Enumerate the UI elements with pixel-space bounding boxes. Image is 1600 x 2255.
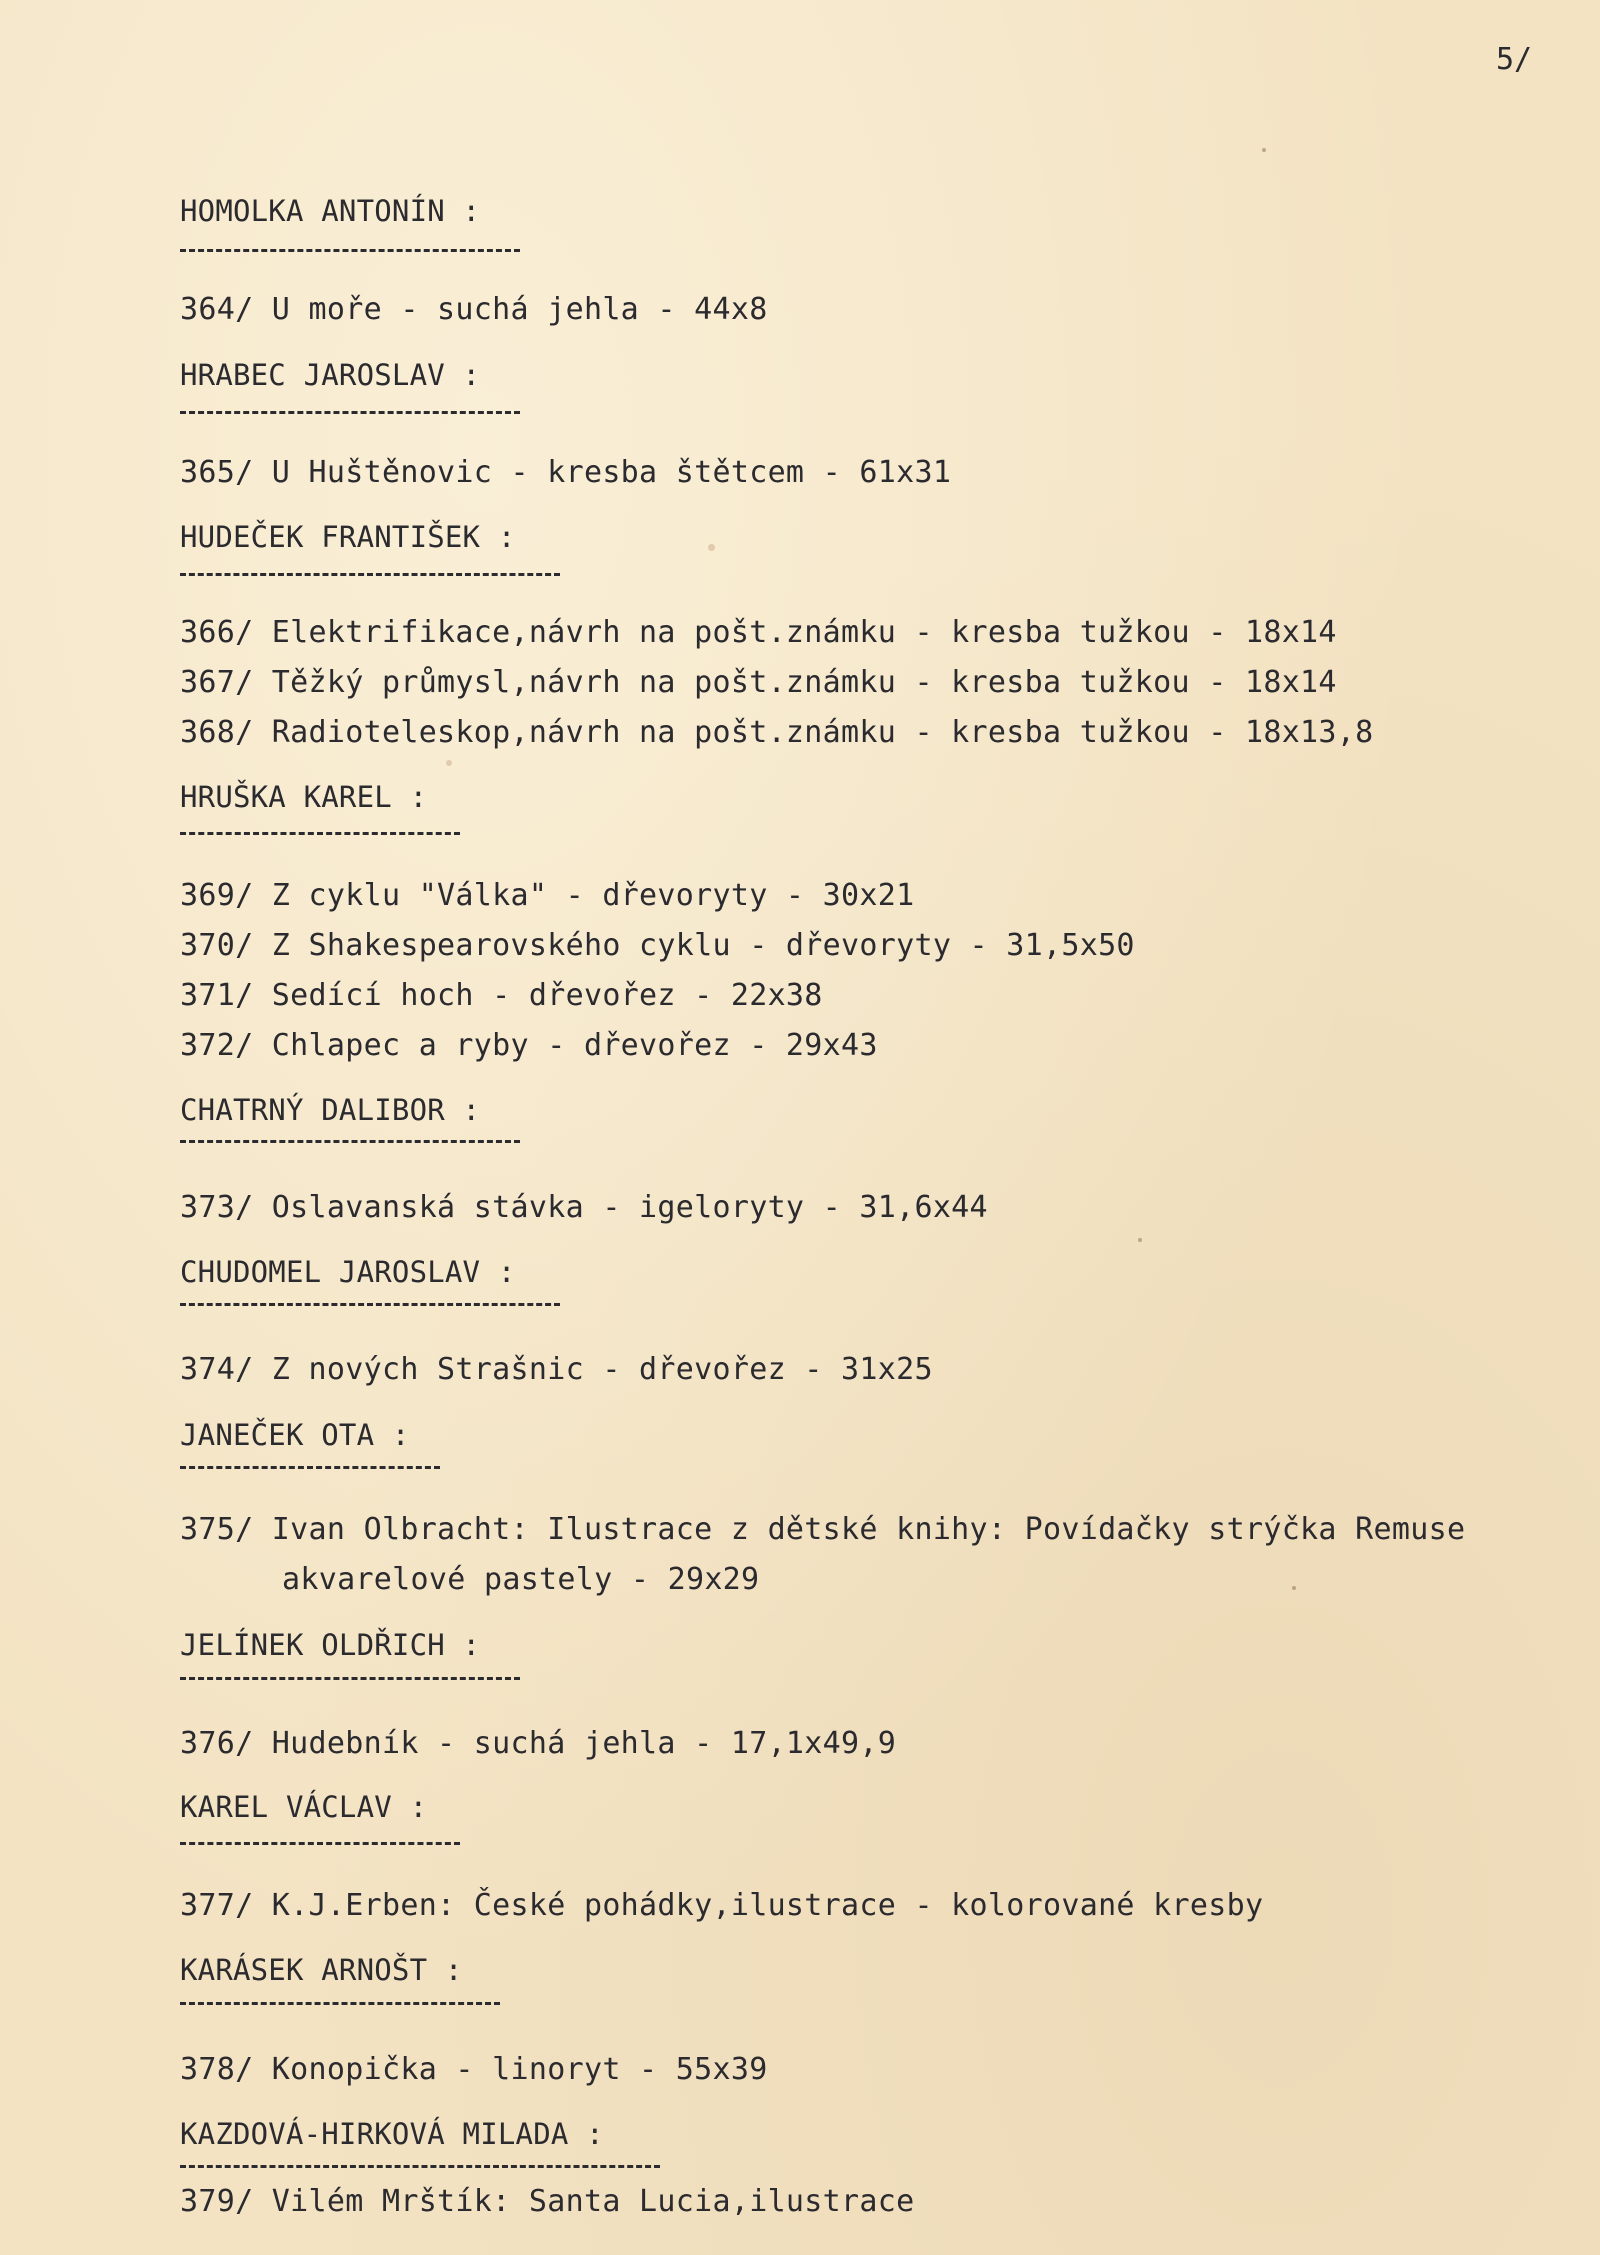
heading-underline bbox=[180, 1303, 560, 1306]
catalog-entry: 366/ Elektrifikace,návrh na pošt.známku - kresba tužkou - 18x14 bbox=[180, 615, 1337, 650]
catalog-entry: 365/ U Huštěnovic - kresba štětcem - 61x31 bbox=[180, 455, 952, 490]
catalog-entry: 374/ Z nových Strašnic - dřevořez - 31x25 bbox=[180, 1352, 933, 1387]
catalog-entry: 378/ Konopička - linoryt - 55x39 bbox=[180, 2052, 768, 2087]
heading-underline bbox=[180, 2165, 660, 2168]
page-number: 5/ bbox=[1496, 42, 1533, 77]
heading-underline bbox=[180, 1140, 520, 1143]
catalog-entry: 371/ Sedící hoch - dřevořez - 22x38 bbox=[180, 978, 823, 1013]
catalog-entry: 370/ Z Shakespearovského cyklu - dřevoryty - 31,5x50 bbox=[180, 928, 1135, 963]
catalog-entry: 376/ Hudebník - suchá jehla - 17,1x49,9 bbox=[180, 1726, 897, 1761]
heading-underline bbox=[180, 411, 520, 414]
artist-heading: CHATRNÝ DALIBOR : bbox=[180, 1093, 481, 1127]
catalog-entry: 379/ Vilém Mrštík: Santa Lucia,ilustrace bbox=[180, 2184, 915, 2219]
paper-speck bbox=[1138, 1238, 1142, 1242]
catalog-entry: 364/ U moře - suchá jehla - 44x8 bbox=[180, 292, 768, 327]
artist-heading: JANEČEK OTA : bbox=[180, 1418, 410, 1452]
catalog-entry: 373/ Oslavanská stávka - igeloryty - 31,6x44 bbox=[180, 1190, 988, 1225]
catalog-entry: 369/ Z cyklu "Válka" - dřevoryty - 30x21 bbox=[180, 878, 915, 913]
artist-heading: HOMOLKA ANTONÍN : bbox=[180, 194, 481, 228]
paper-speck bbox=[1292, 1586, 1296, 1590]
heading-underline bbox=[180, 2002, 500, 2005]
heading-underline bbox=[180, 832, 460, 835]
catalog-entry: 368/ Radioteleskop,návrh na pošt.známku - kresba tužkou - 18x13,8 bbox=[180, 715, 1374, 750]
catalog-entry: 367/ Těžký průmysl,návrh na pošt.známku - kresba tužkou - 18x14 bbox=[180, 665, 1337, 700]
artist-heading: KAREL VÁCLAV : bbox=[180, 1790, 428, 1824]
artist-heading: HUDEČEK FRANTIŠEK : bbox=[180, 520, 516, 554]
paper-speck bbox=[446, 760, 452, 766]
paper-speck bbox=[708, 544, 715, 551]
heading-underline bbox=[180, 1842, 460, 1845]
catalog-entry: 372/ Chlapec a ryby - dřevořez - 29x43 bbox=[180, 1028, 878, 1063]
artist-heading: JELÍNEK OLDŘICH : bbox=[180, 1628, 481, 1662]
heading-underline bbox=[180, 573, 560, 576]
artist-heading: KARÁSEK ARNOŠT : bbox=[180, 1953, 463, 1987]
catalog-entry-continuation: akvarelové pastely - 29x29 bbox=[282, 1562, 760, 1597]
heading-underline bbox=[180, 1466, 440, 1469]
catalog-entry: 375/ Ivan Olbracht: Ilustrace z dětské knihy: Povídačky strýčka Remuse bbox=[180, 1512, 1466, 1547]
artist-heading: KAZDOVÁ-HIRKOVÁ MILADA : bbox=[180, 2117, 604, 2151]
paper-speck bbox=[1262, 148, 1266, 152]
heading-underline bbox=[180, 249, 520, 252]
catalog-entry: 377/ K.J.Erben: České pohádky,ilustrace - kolorované kresby bbox=[180, 1888, 1264, 1923]
artist-heading: HRABEC JAROSLAV : bbox=[180, 358, 481, 392]
artist-heading: HRUŠKA KAREL : bbox=[180, 780, 428, 814]
heading-underline bbox=[180, 1677, 520, 1680]
artist-heading: CHUDOMEL JAROSLAV : bbox=[180, 1255, 516, 1289]
